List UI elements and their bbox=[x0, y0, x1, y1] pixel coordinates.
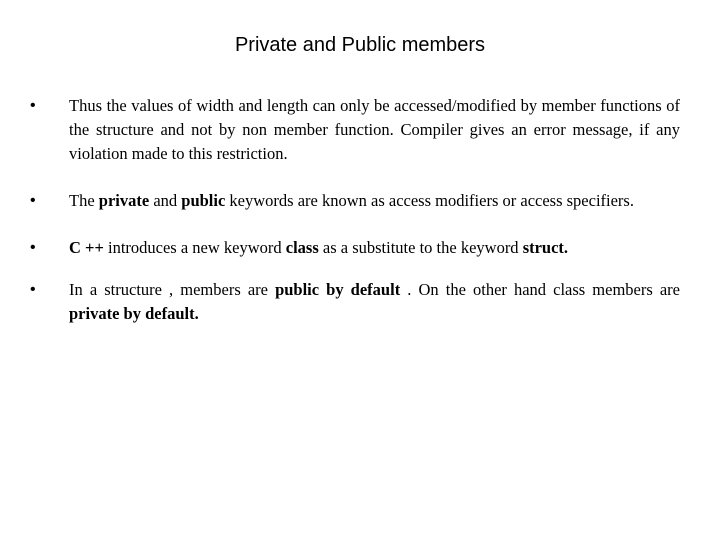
bullet-3-text-b: as a substitute to the keyword bbox=[318, 238, 523, 257]
bullet-2-text-c: keywords are known as access modifiers or access specifiers. bbox=[225, 191, 634, 210]
bullet-3-text-a: introduces a new keyword bbox=[103, 238, 286, 257]
bullet-item-1 bbox=[30, 94, 680, 166]
keyword-cpp: C ++ bbox=[69, 238, 104, 257]
bullet-dot-icon: • bbox=[30, 97, 36, 114]
bullet-item-2 bbox=[30, 189, 680, 213]
keyword-public: public bbox=[181, 191, 226, 210]
keyword-private-by-default: private by default. bbox=[69, 304, 199, 323]
bullet-item-4 bbox=[30, 278, 680, 326]
keyword-public-by-default: public by default bbox=[275, 280, 401, 299]
bullet-4-text-b: . On the other hand class members are bbox=[400, 280, 680, 299]
bullet-4-text-a: In a structure , members are bbox=[69, 280, 276, 299]
bullet-dot-icon: • bbox=[30, 281, 36, 298]
keyword-private: private bbox=[98, 191, 150, 210]
bullet-dot-icon: • bbox=[30, 239, 36, 256]
keyword-struct: struct. bbox=[522, 238, 569, 257]
bullet-item-3 bbox=[30, 236, 680, 260]
bullet-2-text-b: and bbox=[149, 191, 182, 210]
keyword-class: class bbox=[285, 238, 319, 257]
bullet-2-text-a: The bbox=[69, 191, 99, 210]
bullet-list bbox=[30, 94, 680, 326]
slide-title: Private and Public members bbox=[234, 34, 486, 56]
bullet-dot-icon: • bbox=[30, 192, 36, 209]
bullet-1-text: Thus the values of width and length can only be accessed/modified by member functions of the structure and not by non member function. Compiler gives an error message, if any violation made to this restriction. bbox=[69, 96, 680, 163]
